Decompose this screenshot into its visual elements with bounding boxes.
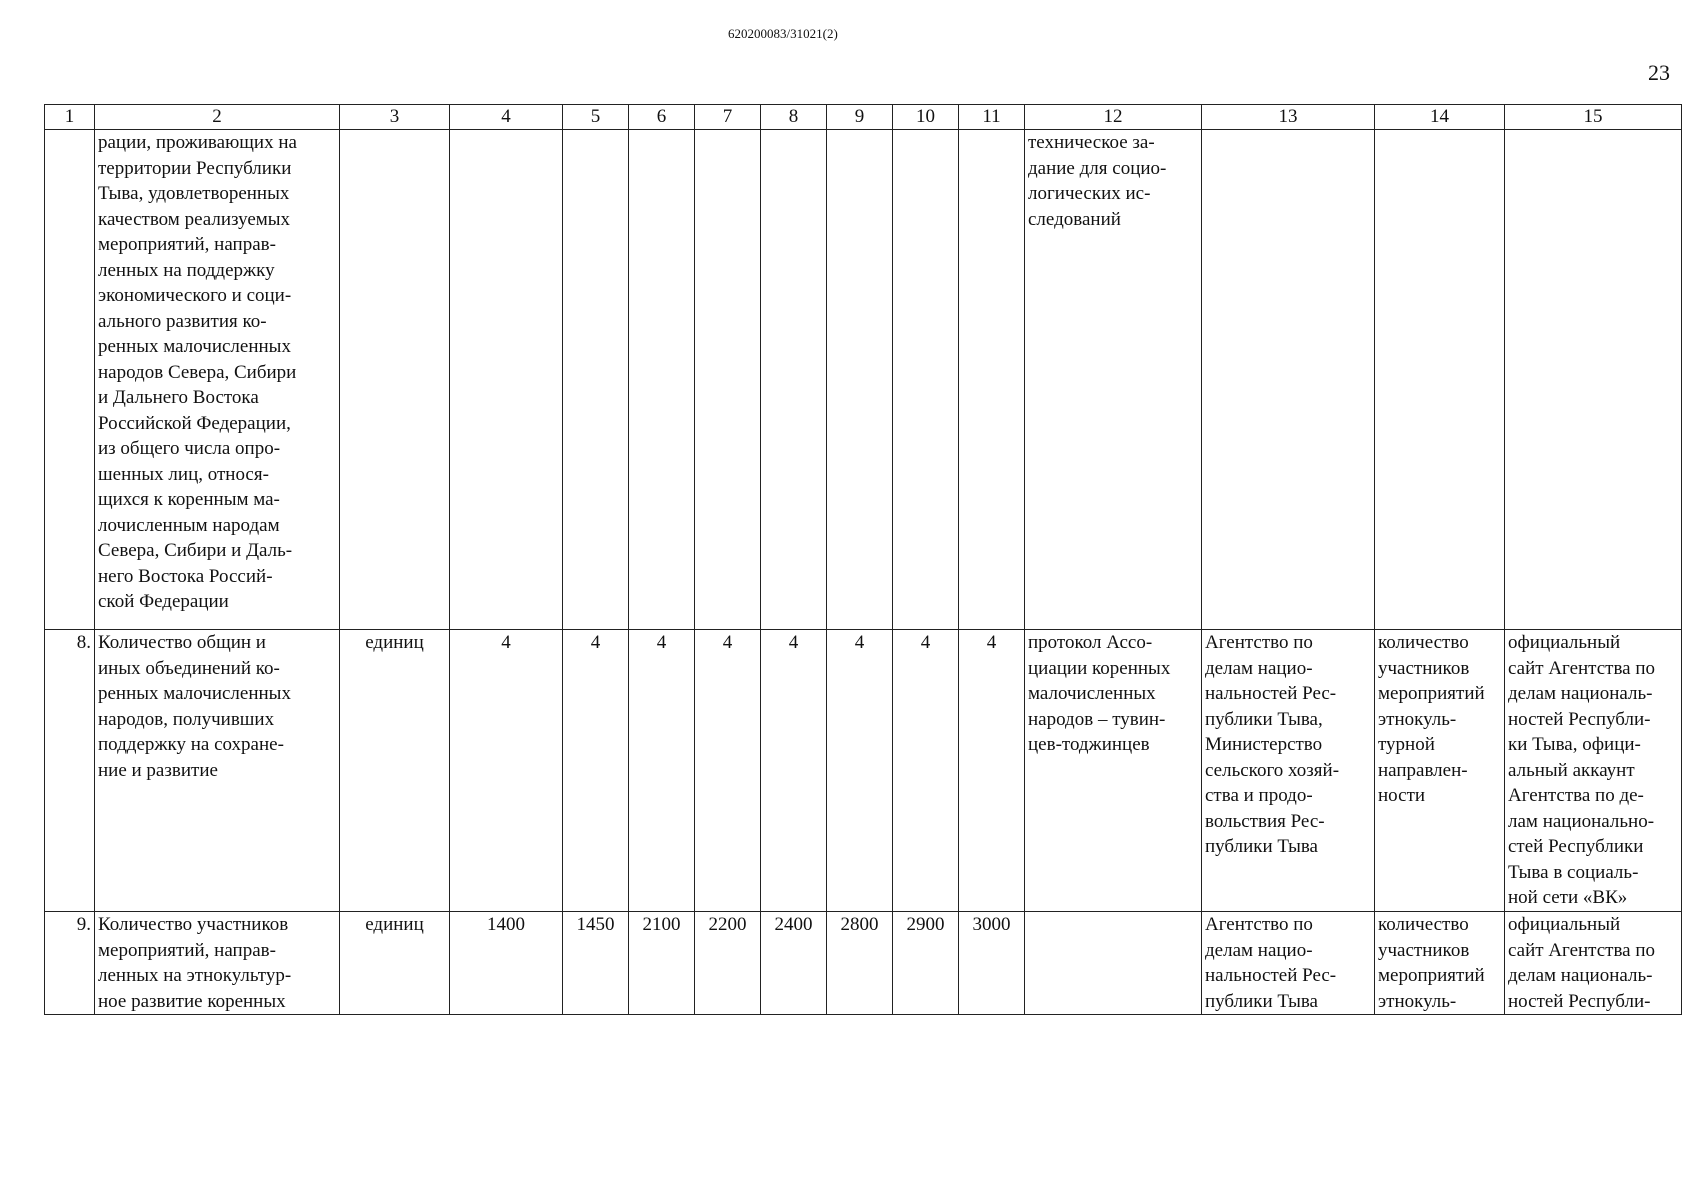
value-col-11: 4 xyxy=(959,630,1025,912)
responsible-agency: Агентство по делам нацио- нальностей Рес- публики Тыва xyxy=(1202,912,1375,1015)
unit xyxy=(340,130,450,630)
header-col-2: 2 xyxy=(95,105,340,130)
value-col-5: 1450 xyxy=(563,912,629,1015)
header-col-12: 12 xyxy=(1025,105,1202,130)
value-col-5: 4 xyxy=(563,630,629,912)
value-col-8 xyxy=(761,130,827,630)
unit: единиц xyxy=(340,630,450,912)
value-col-11: 3000 xyxy=(959,912,1025,1015)
row-number: 9. xyxy=(45,912,95,1015)
header-col-14: 14 xyxy=(1375,105,1505,130)
value-col-8: 4 xyxy=(761,630,827,912)
value-col-7: 2200 xyxy=(695,912,761,1015)
responsible-agency xyxy=(1202,130,1375,630)
value-col-7: 4 xyxy=(695,630,761,912)
value-col-4: 4 xyxy=(450,630,563,912)
header-col-13: 13 xyxy=(1202,105,1375,130)
value-col-5 xyxy=(563,130,629,630)
value-col-9 xyxy=(827,130,893,630)
value-col-10 xyxy=(893,130,959,630)
value-col-7 xyxy=(695,130,761,630)
header-col-4: 4 xyxy=(450,105,563,130)
header-col-11: 11 xyxy=(959,105,1025,130)
value-col-8: 2400 xyxy=(761,912,827,1015)
value-col-10: 2900 xyxy=(893,912,959,1015)
calculation-basis: количество участников мероприятий этнокуль- xyxy=(1375,912,1505,1015)
row-number: 8. xyxy=(45,630,95,912)
source-document xyxy=(1025,912,1202,1015)
value-col-6 xyxy=(629,130,695,630)
publication-source: официальный сайт Агентства по делам националь- ностей Республи- xyxy=(1505,912,1682,1015)
value-col-10: 4 xyxy=(893,630,959,912)
indicator-name: Количество участников мероприятий, направ- ленных на этнокультур- ное развитие коренных xyxy=(95,912,340,1015)
value-col-6: 4 xyxy=(629,630,695,912)
header-col-5: 5 xyxy=(563,105,629,130)
calculation-basis xyxy=(1375,130,1505,630)
publication-source xyxy=(1505,130,1682,630)
header-col-9: 9 xyxy=(827,105,893,130)
source-document: техническое за- дание для социо- логических ис- следований xyxy=(1025,130,1202,630)
row-number xyxy=(45,130,95,630)
value-col-6: 2100 xyxy=(629,912,695,1015)
value-col-4 xyxy=(450,130,563,630)
table-row xyxy=(45,130,1682,630)
value-col-4: 1400 xyxy=(450,912,563,1015)
source-document: протокол Ассо- циации коренных малочисленных народов – тувин- цев-тоджинцев xyxy=(1025,630,1202,912)
header-col-15: 15 xyxy=(1505,105,1682,130)
publication-source: официальный сайт Агентства по делам националь- ностей Республи- ки Тыва, офици- альный аккаунт Агентства по де- лам национально- стей Республики Тыва в социаль- ной сети «ВК» xyxy=(1505,630,1682,912)
calculation-basis: количество участников мероприятий этнокуль- турной направлен- ности xyxy=(1375,630,1505,912)
header-col-3: 3 xyxy=(340,105,450,130)
responsible-agency: Агентство по делам нацио- нальностей Рес- публики Тыва, Министерство сельского хозяй- ства и продо- вольствия Рес- публики Тыва xyxy=(1202,630,1375,912)
header-col-7: 7 xyxy=(695,105,761,130)
indicators-table xyxy=(44,104,1682,1015)
indicator-name: рации, проживающих на территории Республики Тыва, удовлетворенных качеством реализуемых мероприятий, направ- ленных на поддержку экономического и соци- ального развития ко- ренных малочисленных народов Севера, Сибири и Дальнего Востока Российской Федерации, из общего числа опро- шенных лиц, относя- щихся к коренным ма- лочисленным народам Севера, Сибири и Даль- него Востока Россий- ской Федерации xyxy=(95,130,340,630)
value-col-9: 4 xyxy=(827,630,893,912)
indicator-name: Количество общин и иных объединений ко- ренных малочисленных народов, получивших поддержку на сохране- ние и развитие xyxy=(95,630,340,912)
table-row xyxy=(45,912,1682,1015)
header-col-8: 8 xyxy=(761,105,827,130)
table-row xyxy=(45,630,1682,912)
header-col-6: 6 xyxy=(629,105,695,130)
page-number: 23 xyxy=(1648,60,1670,85)
header-col-1: 1 xyxy=(45,105,95,130)
header-col-10: 10 xyxy=(893,105,959,130)
header-row xyxy=(45,105,1682,130)
document-id: 620200083/31021(2) xyxy=(728,26,838,41)
value-col-9: 2800 xyxy=(827,912,893,1015)
unit: единиц xyxy=(340,912,450,1015)
value-col-11 xyxy=(959,130,1025,630)
